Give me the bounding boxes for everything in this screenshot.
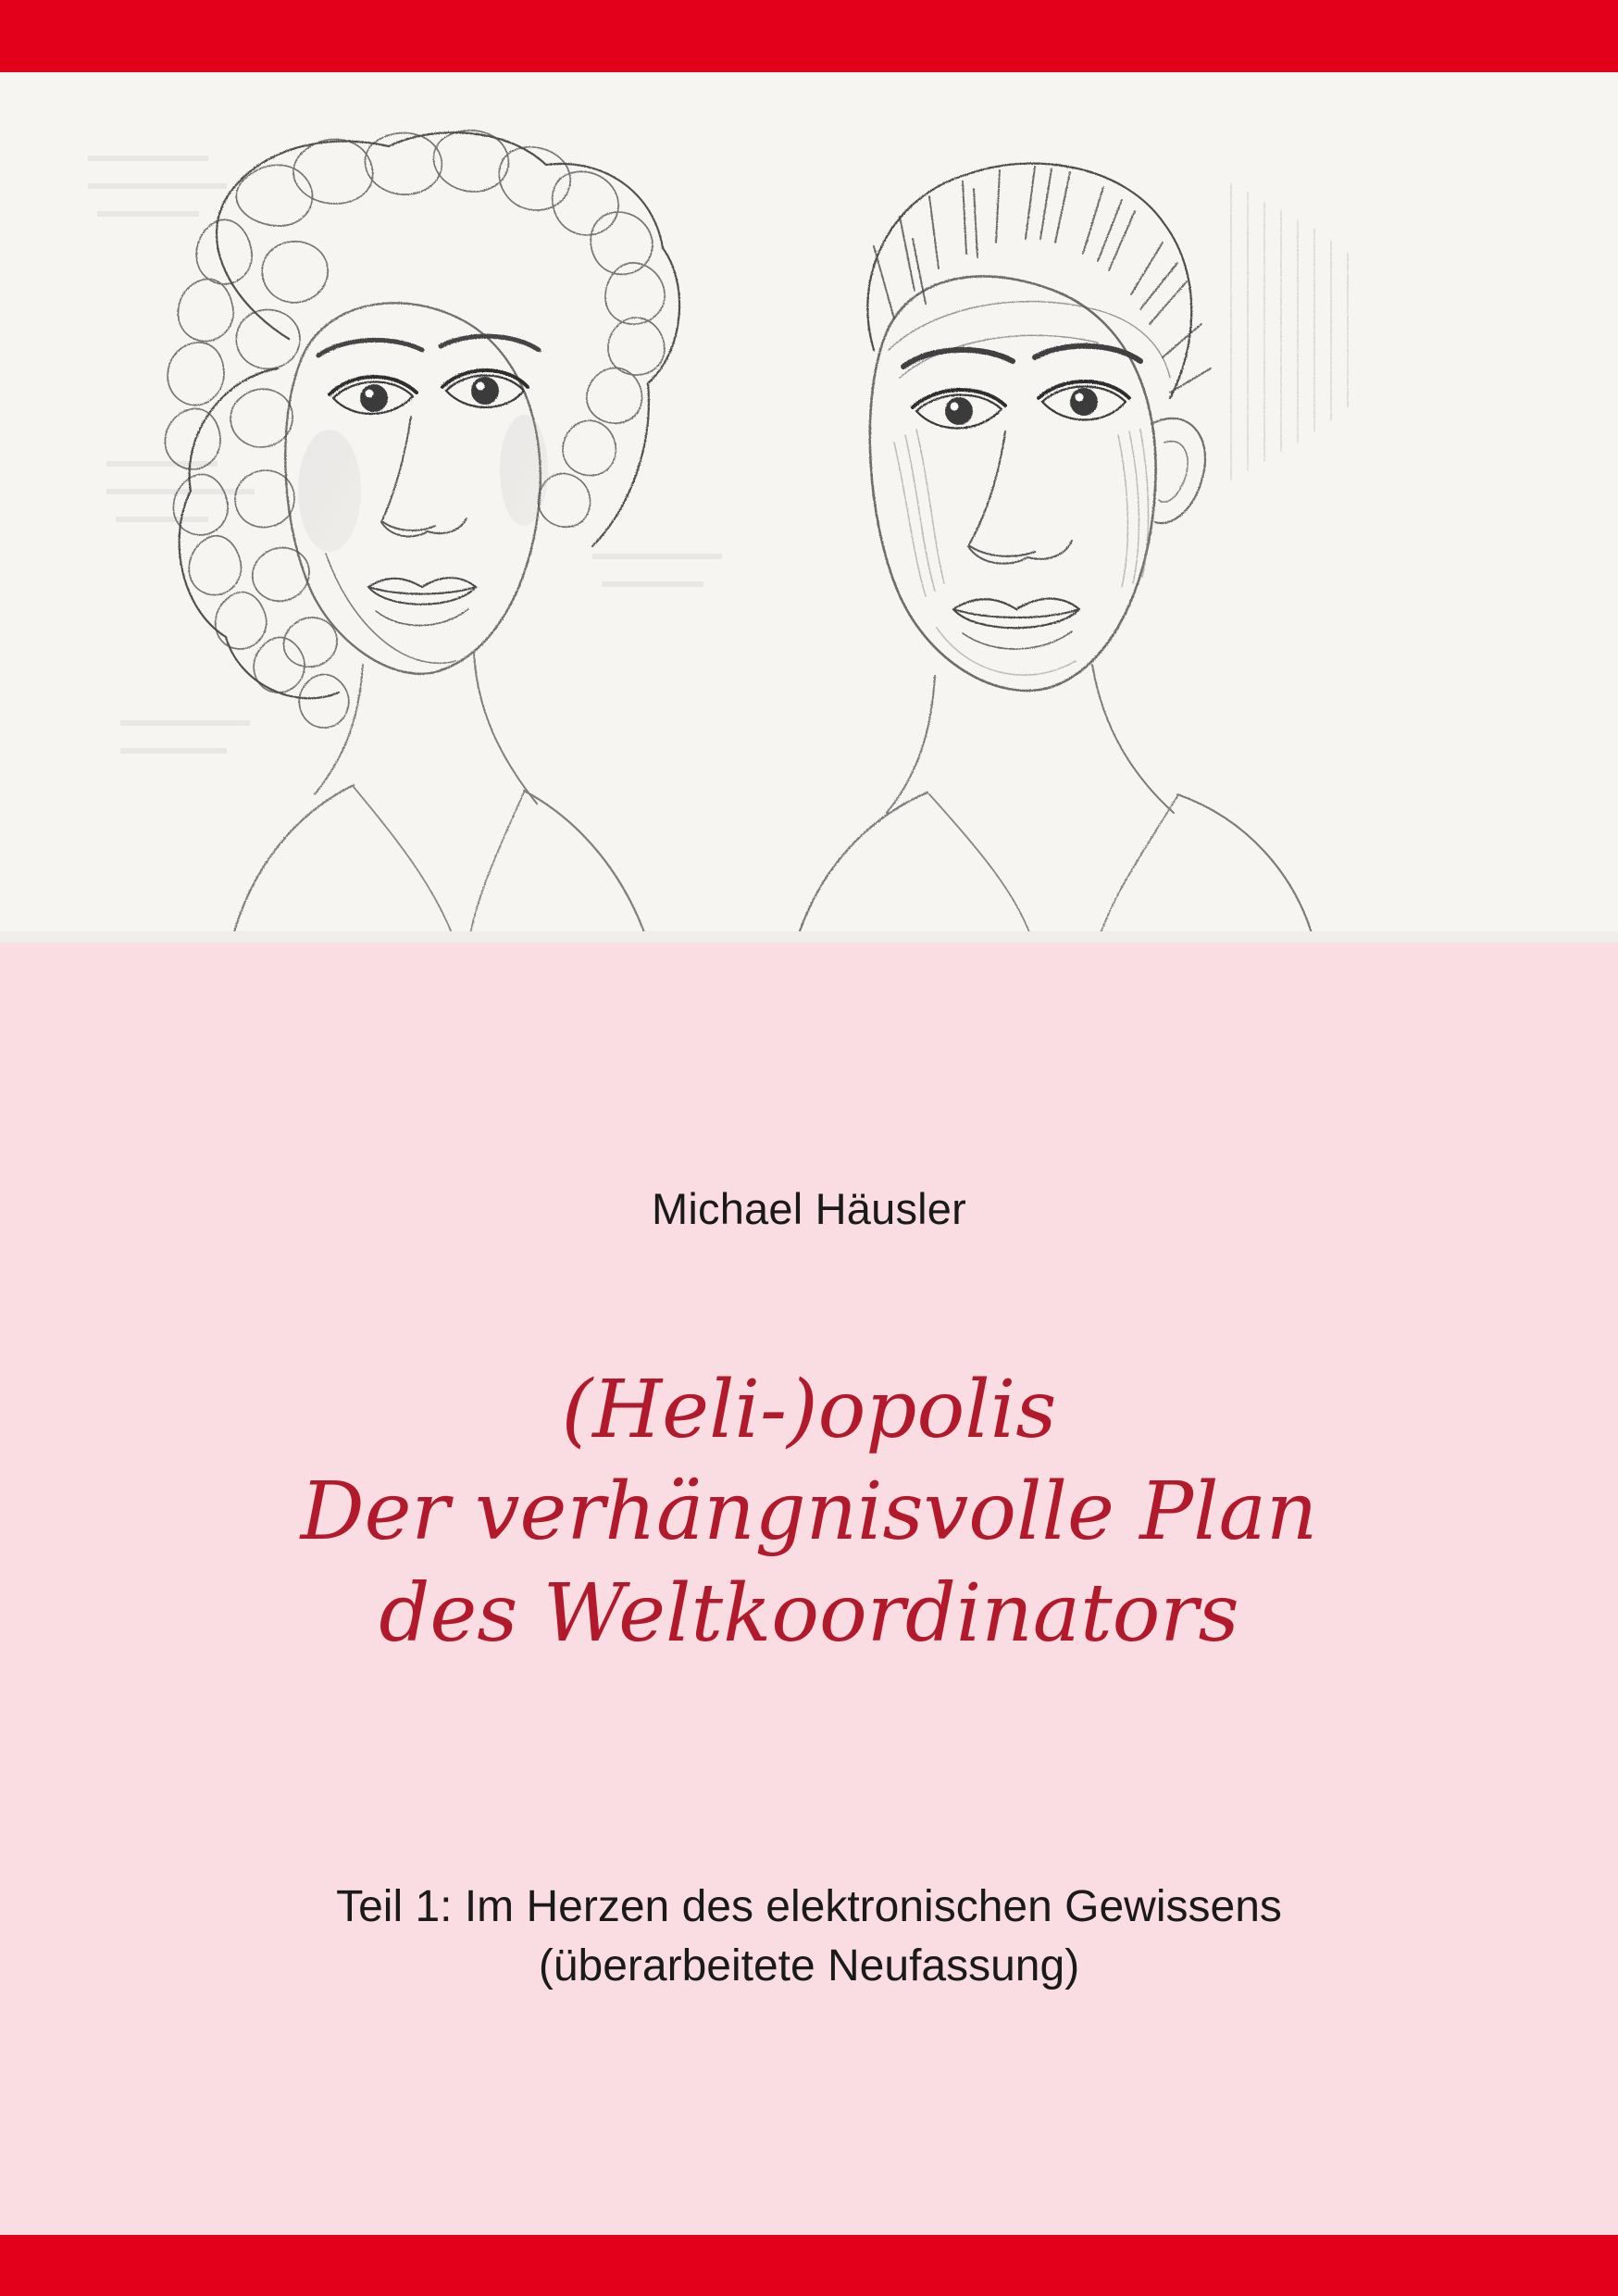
title-line-2: Der verhängnisvolle Plan (300, 1466, 1318, 1559)
book-subtitle (0, 1878, 1618, 1997)
book-title (0, 1359, 1618, 1665)
cover-text-block (0, 942, 1618, 2235)
title-line-1: (Heli-)opolis (561, 1364, 1057, 1456)
cover-illustration (0, 72, 1618, 942)
top-red-band (0, 0, 1618, 72)
subtitle-line-2: (überarbeitete Neufassung) (538, 1941, 1080, 1991)
title-line-3: des Weltkoordinators (379, 1567, 1239, 1661)
author-name: Michael Häusler (652, 1184, 966, 1233)
subtitle-line-1: Teil 1: Im Herzen des elektronischen Gewissens (336, 1882, 1282, 1931)
bottom-red-band (0, 2235, 1618, 2296)
